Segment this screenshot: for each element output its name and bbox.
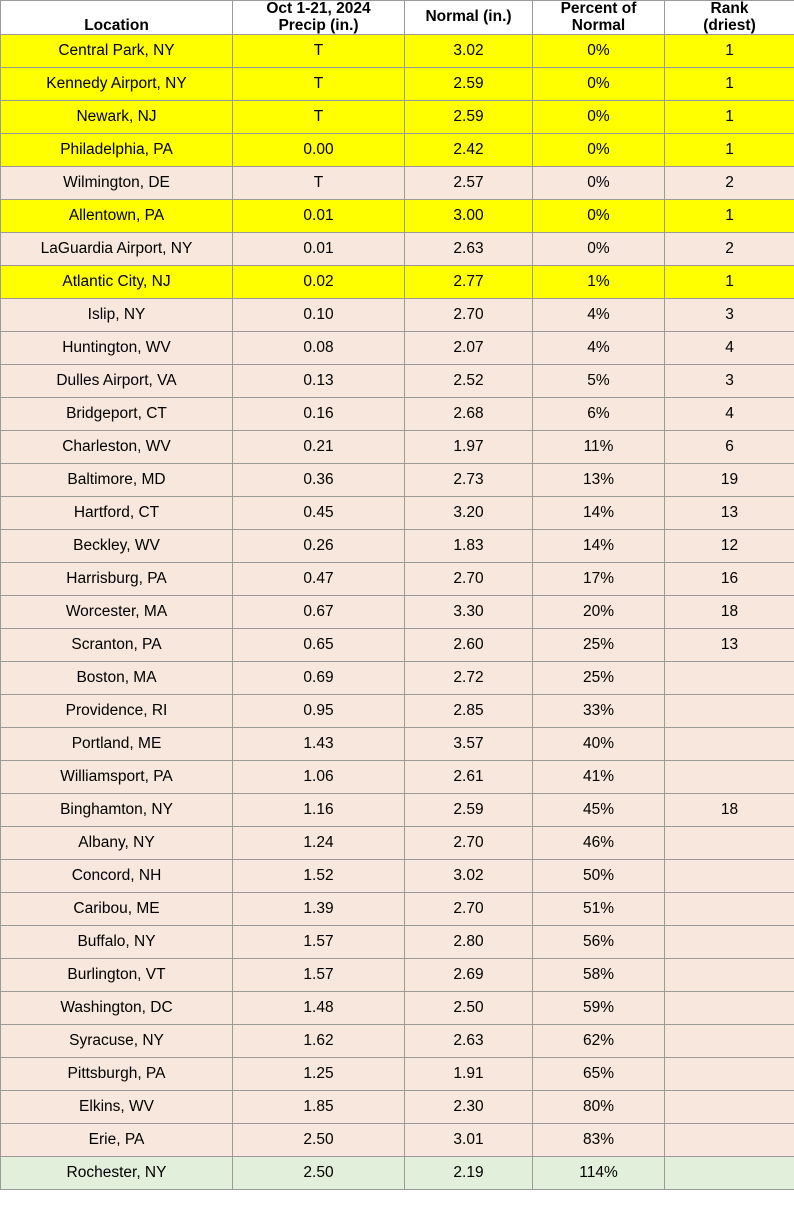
column-header-percent-line1: Percent of	[560, 0, 637, 17]
cell-location: Hartford, CT	[1, 497, 233, 530]
cell-percent: 6%	[533, 398, 665, 431]
cell-precip: 0.00	[233, 134, 405, 167]
cell-location: Binghamton, NY	[1, 794, 233, 827]
cell-normal: 2.19	[405, 1157, 533, 1190]
cell-rank: 1	[665, 266, 794, 299]
cell-percent: 1%	[533, 266, 665, 299]
cell-normal: 2.07	[405, 332, 533, 365]
table-row	[1, 398, 794, 431]
table-row	[1, 860, 794, 893]
cell-rank: 1	[665, 35, 794, 68]
cell-location: Washington, DC	[1, 992, 233, 1025]
cell-location: Philadelphia, PA	[1, 134, 233, 167]
cell-percent: 50%	[533, 860, 665, 893]
cell-precip: 1.48	[233, 992, 405, 1025]
cell-precip: 0.47	[233, 563, 405, 596]
table-row	[1, 68, 794, 101]
table-row	[1, 464, 794, 497]
cell-location: Scranton, PA	[1, 629, 233, 662]
cell-precip: 1.43	[233, 728, 405, 761]
cell-rank: 13	[665, 497, 794, 530]
cell-rank: 1	[665, 200, 794, 233]
table-row	[1, 266, 794, 299]
cell-percent: 25%	[533, 629, 665, 662]
table-row	[1, 794, 794, 827]
cell-location: Atlantic City, NJ	[1, 266, 233, 299]
cell-percent: 41%	[533, 761, 665, 794]
table-row	[1, 431, 794, 464]
cell-precip: 1.62	[233, 1025, 405, 1058]
cell-rank	[665, 1091, 794, 1124]
cell-precip: T	[233, 68, 405, 101]
cell-location: Dulles Airport, VA	[1, 365, 233, 398]
cell-normal: 2.42	[405, 134, 533, 167]
cell-location: Huntington, WV	[1, 332, 233, 365]
cell-location: Central Park, NY	[1, 35, 233, 68]
table-row	[1, 761, 794, 794]
column-header-location	[1, 1, 233, 35]
table-row	[1, 365, 794, 398]
table-row	[1, 926, 794, 959]
column-header-precip-line1: Oct 1-21, 2024	[266, 0, 371, 17]
cell-percent: 83%	[533, 1124, 665, 1157]
cell-percent: 11%	[533, 431, 665, 464]
cell-rank: 6	[665, 431, 794, 464]
cell-normal: 2.63	[405, 233, 533, 266]
cell-location: Burlington, VT	[1, 959, 233, 992]
cell-rank: 3	[665, 365, 794, 398]
cell-rank: 2	[665, 233, 794, 266]
cell-normal: 3.02	[405, 35, 533, 68]
cell-location: Harrisburg, PA	[1, 563, 233, 596]
cell-normal: 2.77	[405, 266, 533, 299]
table-row	[1, 1091, 794, 1124]
table-row	[1, 596, 794, 629]
cell-precip: 0.10	[233, 299, 405, 332]
table-header	[1, 1, 794, 35]
cell-rank	[665, 1124, 794, 1157]
cell-precip: 0.16	[233, 398, 405, 431]
table-row	[1, 233, 794, 266]
cell-precip: 0.01	[233, 233, 405, 266]
table-row	[1, 101, 794, 134]
cell-normal: 2.52	[405, 365, 533, 398]
table-row	[1, 992, 794, 1025]
cell-normal: 2.50	[405, 992, 533, 1025]
cell-normal: 2.57	[405, 167, 533, 200]
column-header-percent-line2: Normal	[571, 16, 626, 34]
cell-precip: 1.25	[233, 1058, 405, 1091]
cell-precip: 0.08	[233, 332, 405, 365]
cell-location: Allentown, PA	[1, 200, 233, 233]
cell-percent: 33%	[533, 695, 665, 728]
cell-normal: 2.60	[405, 629, 533, 662]
cell-location: Beckley, WV	[1, 530, 233, 563]
table-row	[1, 1058, 794, 1091]
cell-precip: 0.02	[233, 266, 405, 299]
cell-rank: 1	[665, 134, 794, 167]
cell-percent: 17%	[533, 563, 665, 596]
cell-precip: T	[233, 35, 405, 68]
cell-rank	[665, 827, 794, 860]
cell-rank: 12	[665, 530, 794, 563]
table-row	[1, 893, 794, 926]
cell-percent: 20%	[533, 596, 665, 629]
cell-rank	[665, 1157, 794, 1190]
cell-percent: 65%	[533, 1058, 665, 1091]
cell-normal: 2.69	[405, 959, 533, 992]
table-row	[1, 629, 794, 662]
cell-normal: 2.73	[405, 464, 533, 497]
table-row	[1, 1124, 794, 1157]
cell-percent: 4%	[533, 332, 665, 365]
cell-normal: 2.70	[405, 299, 533, 332]
table-row	[1, 332, 794, 365]
cell-rank: 1	[665, 101, 794, 134]
cell-normal: 2.61	[405, 761, 533, 794]
cell-precip: T	[233, 167, 405, 200]
cell-rank	[665, 761, 794, 794]
column-header-rank	[665, 1, 794, 35]
cell-rank	[665, 959, 794, 992]
cell-rank: 4	[665, 398, 794, 431]
table-row	[1, 200, 794, 233]
table-row	[1, 299, 794, 332]
cell-normal: 3.57	[405, 728, 533, 761]
cell-normal: 2.59	[405, 101, 533, 134]
cell-rank: 4	[665, 332, 794, 365]
table-row	[1, 497, 794, 530]
table-row	[1, 563, 794, 596]
cell-precip: 0.13	[233, 365, 405, 398]
cell-percent: 0%	[533, 233, 665, 266]
cell-location: Concord, NH	[1, 860, 233, 893]
cell-location: Providence, RI	[1, 695, 233, 728]
column-header-normal-label: Normal (in.)	[425, 8, 512, 26]
cell-percent: 0%	[533, 68, 665, 101]
cell-rank: 3	[665, 299, 794, 332]
table-row	[1, 35, 794, 68]
cell-normal: 3.01	[405, 1124, 533, 1157]
cell-normal: 1.83	[405, 530, 533, 563]
column-header-precip-line2: Precip (in.)	[278, 16, 359, 34]
cell-precip: 0.69	[233, 662, 405, 695]
cell-normal: 3.00	[405, 200, 533, 233]
table-body	[1, 35, 794, 1190]
cell-rank	[665, 992, 794, 1025]
cell-precip: 0.01	[233, 200, 405, 233]
cell-precip: 0.21	[233, 431, 405, 464]
cell-normal: 1.91	[405, 1058, 533, 1091]
cell-percent: 25%	[533, 662, 665, 695]
cell-percent: 56%	[533, 926, 665, 959]
cell-precip: 0.26	[233, 530, 405, 563]
cell-location: Buffalo, NY	[1, 926, 233, 959]
cell-rank	[665, 728, 794, 761]
cell-normal: 2.59	[405, 68, 533, 101]
header-row	[1, 1, 794, 35]
table-row	[1, 827, 794, 860]
cell-precip: 1.06	[233, 761, 405, 794]
table-row	[1, 695, 794, 728]
cell-percent: 46%	[533, 827, 665, 860]
cell-normal: 2.70	[405, 827, 533, 860]
cell-location: Erie, PA	[1, 1124, 233, 1157]
cell-precip: 1.85	[233, 1091, 405, 1124]
cell-percent: 4%	[533, 299, 665, 332]
column-header-percent	[533, 1, 665, 35]
cell-rank	[665, 926, 794, 959]
cell-location: Caribou, ME	[1, 893, 233, 926]
cell-location: Boston, MA	[1, 662, 233, 695]
cell-normal: 2.30	[405, 1091, 533, 1124]
cell-percent: 58%	[533, 959, 665, 992]
column-header-precip	[233, 1, 405, 35]
cell-precip: T	[233, 101, 405, 134]
cell-percent: 62%	[533, 1025, 665, 1058]
cell-location: Baltimore, MD	[1, 464, 233, 497]
cell-normal: 3.02	[405, 860, 533, 893]
cell-precip: 0.45	[233, 497, 405, 530]
cell-normal: 2.70	[405, 563, 533, 596]
cell-rank: 2	[665, 167, 794, 200]
cell-precip: 0.65	[233, 629, 405, 662]
cell-precip: 1.57	[233, 926, 405, 959]
cell-rank: 18	[665, 794, 794, 827]
table-row	[1, 1025, 794, 1058]
cell-normal: 2.63	[405, 1025, 533, 1058]
table-row	[1, 662, 794, 695]
cell-location: Kennedy Airport, NY	[1, 68, 233, 101]
cell-percent: 5%	[533, 365, 665, 398]
cell-percent: 0%	[533, 167, 665, 200]
cell-percent: 40%	[533, 728, 665, 761]
cell-rank: 19	[665, 464, 794, 497]
cell-rank	[665, 1058, 794, 1091]
cell-percent: 80%	[533, 1091, 665, 1124]
cell-rank	[665, 860, 794, 893]
table-row	[1, 167, 794, 200]
cell-location: Pittsburgh, PA	[1, 1058, 233, 1091]
cell-rank	[665, 662, 794, 695]
table-row	[1, 959, 794, 992]
cell-percent: 59%	[533, 992, 665, 1025]
cell-rank: 16	[665, 563, 794, 596]
cell-precip: 1.57	[233, 959, 405, 992]
cell-rank: 18	[665, 596, 794, 629]
cell-percent: 14%	[533, 530, 665, 563]
cell-rank: 13	[665, 629, 794, 662]
cell-normal: 2.59	[405, 794, 533, 827]
cell-precip: 0.67	[233, 596, 405, 629]
cell-precip: 2.50	[233, 1157, 405, 1190]
cell-normal: 2.85	[405, 695, 533, 728]
cell-location: Portland, ME	[1, 728, 233, 761]
cell-rank: 1	[665, 68, 794, 101]
cell-location: Charleston, WV	[1, 431, 233, 464]
cell-percent: 0%	[533, 35, 665, 68]
cell-normal: 2.80	[405, 926, 533, 959]
cell-percent: 45%	[533, 794, 665, 827]
cell-location: Worcester, MA	[1, 596, 233, 629]
table-row	[1, 1157, 794, 1190]
cell-location: Newark, NJ	[1, 101, 233, 134]
cell-location: Wilmington, DE	[1, 167, 233, 200]
cell-location: Albany, NY	[1, 827, 233, 860]
cell-percent: 0%	[533, 200, 665, 233]
cell-normal: 2.68	[405, 398, 533, 431]
cell-rank	[665, 893, 794, 926]
column-header-normal	[405, 1, 533, 35]
cell-precip: 1.24	[233, 827, 405, 860]
cell-rank	[665, 695, 794, 728]
column-header-rank-line2: (driest)	[703, 16, 756, 34]
cell-normal: 2.72	[405, 662, 533, 695]
cell-location: Williamsport, PA	[1, 761, 233, 794]
cell-location: LaGuardia Airport, NY	[1, 233, 233, 266]
cell-percent: 51%	[533, 893, 665, 926]
cell-precip: 2.50	[233, 1124, 405, 1157]
cell-location: Elkins, WV	[1, 1091, 233, 1124]
cell-percent: 0%	[533, 134, 665, 167]
cell-percent: 114%	[533, 1157, 665, 1190]
cell-precip: 0.36	[233, 464, 405, 497]
cell-precip: 1.39	[233, 893, 405, 926]
cell-normal: 3.20	[405, 497, 533, 530]
cell-normal: 2.70	[405, 893, 533, 926]
cell-normal: 1.97	[405, 431, 533, 464]
cell-percent: 14%	[533, 497, 665, 530]
cell-precip: 0.95	[233, 695, 405, 728]
table-row	[1, 134, 794, 167]
table-row	[1, 728, 794, 761]
cell-location: Rochester, NY	[1, 1157, 233, 1190]
cell-normal: 3.30	[405, 596, 533, 629]
cell-percent: 13%	[533, 464, 665, 497]
column-header-location-label: Location	[84, 16, 149, 34]
cell-location: Bridgeport, CT	[1, 398, 233, 431]
cell-rank	[665, 1025, 794, 1058]
cell-precip: 1.52	[233, 860, 405, 893]
cell-precip: 1.16	[233, 794, 405, 827]
cell-location: Syracuse, NY	[1, 1025, 233, 1058]
table-row	[1, 530, 794, 563]
column-header-rank-line1: Rank	[710, 0, 749, 17]
cell-location: Islip, NY	[1, 299, 233, 332]
cell-percent: 0%	[533, 101, 665, 134]
